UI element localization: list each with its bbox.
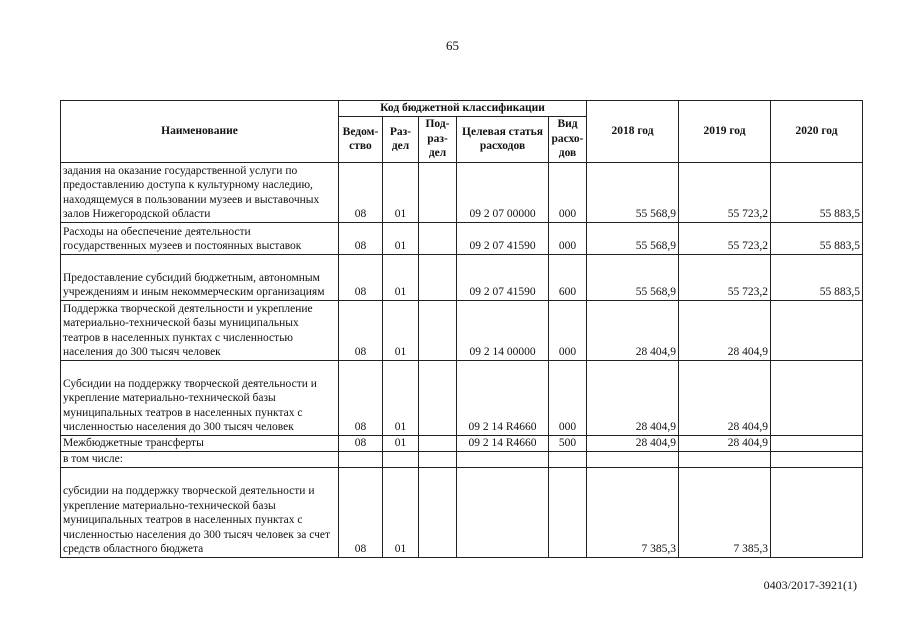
row-2018: 28 404,9: [587, 435, 679, 451]
row-razdel: 01: [383, 435, 419, 451]
row-podrazdel: [419, 162, 457, 222]
row-podrazdel: [419, 300, 457, 360]
row-podrazdel: [419, 360, 457, 435]
header-razdel: Раз-дел: [383, 116, 419, 162]
row-2019: 55 723,2: [679, 222, 771, 254]
row-2018: 55 568,9: [587, 254, 679, 300]
table-row: [61, 360, 863, 435]
row-2020: 55 883,5: [771, 162, 863, 222]
table-row: [61, 451, 863, 467]
row-name: Поддержка творческой деятельности и укрепление материально-технической базы муниципальных театров в населенных пунктах с численностью населения до 300 тысяч человек: [61, 300, 339, 360]
row-razdel: 01: [383, 254, 419, 300]
row-2019: 55 723,2: [679, 254, 771, 300]
row-razdel: [383, 451, 419, 467]
row-2019: 28 404,9: [679, 435, 771, 451]
row-podrazdel: [419, 222, 457, 254]
row-vedomstvo: 08: [339, 467, 383, 557]
row-tselevaya: 09 2 14 00000: [457, 300, 549, 360]
row-vid: 000: [549, 300, 587, 360]
row-2019: 28 404,9: [679, 300, 771, 360]
header-vid-raskhodov: Вид расхо-дов: [549, 116, 587, 162]
row-podrazdel: [419, 467, 457, 557]
row-tselevaya: 09 2 07 41590: [457, 222, 549, 254]
row-vid: 500: [549, 435, 587, 451]
row-2020: [771, 360, 863, 435]
table-row: [61, 300, 863, 360]
row-vid: 600: [549, 254, 587, 300]
row-vedomstvo: 08: [339, 254, 383, 300]
row-name: Межбюджетные трансферты: [61, 435, 339, 451]
row-name: в том числе:: [61, 451, 339, 467]
row-tselevaya: [457, 467, 549, 557]
row-2018: 28 404,9: [587, 300, 679, 360]
row-2018: 55 568,9: [587, 162, 679, 222]
row-vid: 000: [549, 360, 587, 435]
row-name: Расходы на обеспечение деятельности государственных музеев и постоянных выставок: [61, 222, 339, 254]
row-vedomstvo: 08: [339, 222, 383, 254]
row-name: субсидии на поддержку творческой деятельности и укрепление материально-технической базы муниципальных театров в населенных пунктах с численностью населения до 300 тысяч человек за счет средств областного бюджета: [61, 467, 339, 557]
header-name: Наименование: [61, 101, 339, 163]
row-podrazdel: [419, 254, 457, 300]
header-tselevaya-statya: Целевая статья расходов: [457, 116, 549, 162]
budget-table: [60, 100, 863, 558]
row-tselevaya: [457, 451, 549, 467]
row-2019: [679, 451, 771, 467]
row-razdel: 01: [383, 300, 419, 360]
header-2018: 2018 год: [587, 101, 679, 163]
row-2020: 55 883,5: [771, 254, 863, 300]
row-2020: [771, 300, 863, 360]
row-vid: [549, 451, 587, 467]
table-row: [61, 162, 863, 222]
table-row: [61, 435, 863, 451]
row-2020: 55 883,5: [771, 222, 863, 254]
row-2019: 7 385,3: [679, 467, 771, 557]
header-2020: 2020 год: [771, 101, 863, 163]
row-tselevaya: 09 2 14 R4660: [457, 360, 549, 435]
row-vedomstvo: 08: [339, 360, 383, 435]
row-vedomstvo: 08: [339, 300, 383, 360]
row-name: Предоставление субсидий бюджетным, автономным учреждениям и иным некоммерческим организациям: [61, 254, 339, 300]
row-vedomstvo: 08: [339, 435, 383, 451]
row-vid: [549, 467, 587, 557]
row-podrazdel: [419, 435, 457, 451]
row-vedomstvo: [339, 451, 383, 467]
row-2020: [771, 451, 863, 467]
row-2020: [771, 467, 863, 557]
table-row: [61, 467, 863, 557]
header-2019: 2019 год: [679, 101, 771, 163]
row-2018: 28 404,9: [587, 360, 679, 435]
header-classification-group: Код бюджетной классификации: [339, 101, 587, 117]
table-row: [61, 254, 863, 300]
row-vid: 000: [549, 222, 587, 254]
document-code: 0403/2017-3921(1): [763, 578, 857, 592]
row-tselevaya: 09 2 07 00000: [457, 162, 549, 222]
row-2018: [587, 451, 679, 467]
row-vedomstvo: 08: [339, 162, 383, 222]
row-2018: 7 385,3: [587, 467, 679, 557]
row-tselevaya: 09 2 07 41590: [457, 254, 549, 300]
row-podrazdel: [419, 451, 457, 467]
row-name: Субсидии на поддержку творческой деятельности и укрепление материально-технической базы муниципальных театров в населенных пунктах с численностью населения до 300 тысяч человек: [61, 360, 339, 435]
row-vid: 000: [549, 162, 587, 222]
row-2019: 55 723,2: [679, 162, 771, 222]
table-row: [61, 222, 863, 254]
row-2020: [771, 435, 863, 451]
row-tselevaya: 09 2 14 R4660: [457, 435, 549, 451]
header-podrazdel: Под-раз-дел: [419, 116, 457, 162]
row-razdel: 01: [383, 360, 419, 435]
row-2018: 55 568,9: [587, 222, 679, 254]
header-vedomstvo: Ведом-ство: [339, 116, 383, 162]
row-razdel: 01: [383, 222, 419, 254]
row-name: задания на оказание государственной услуги по предоставлению доступа к культурному наследию, находящемуся в пользовании музеев и выставочных залов Нижегородской области: [61, 162, 339, 222]
row-razdel: 01: [383, 162, 419, 222]
row-razdel: 01: [383, 467, 419, 557]
row-2019: 28 404,9: [679, 360, 771, 435]
page-number: 65: [446, 38, 459, 53]
